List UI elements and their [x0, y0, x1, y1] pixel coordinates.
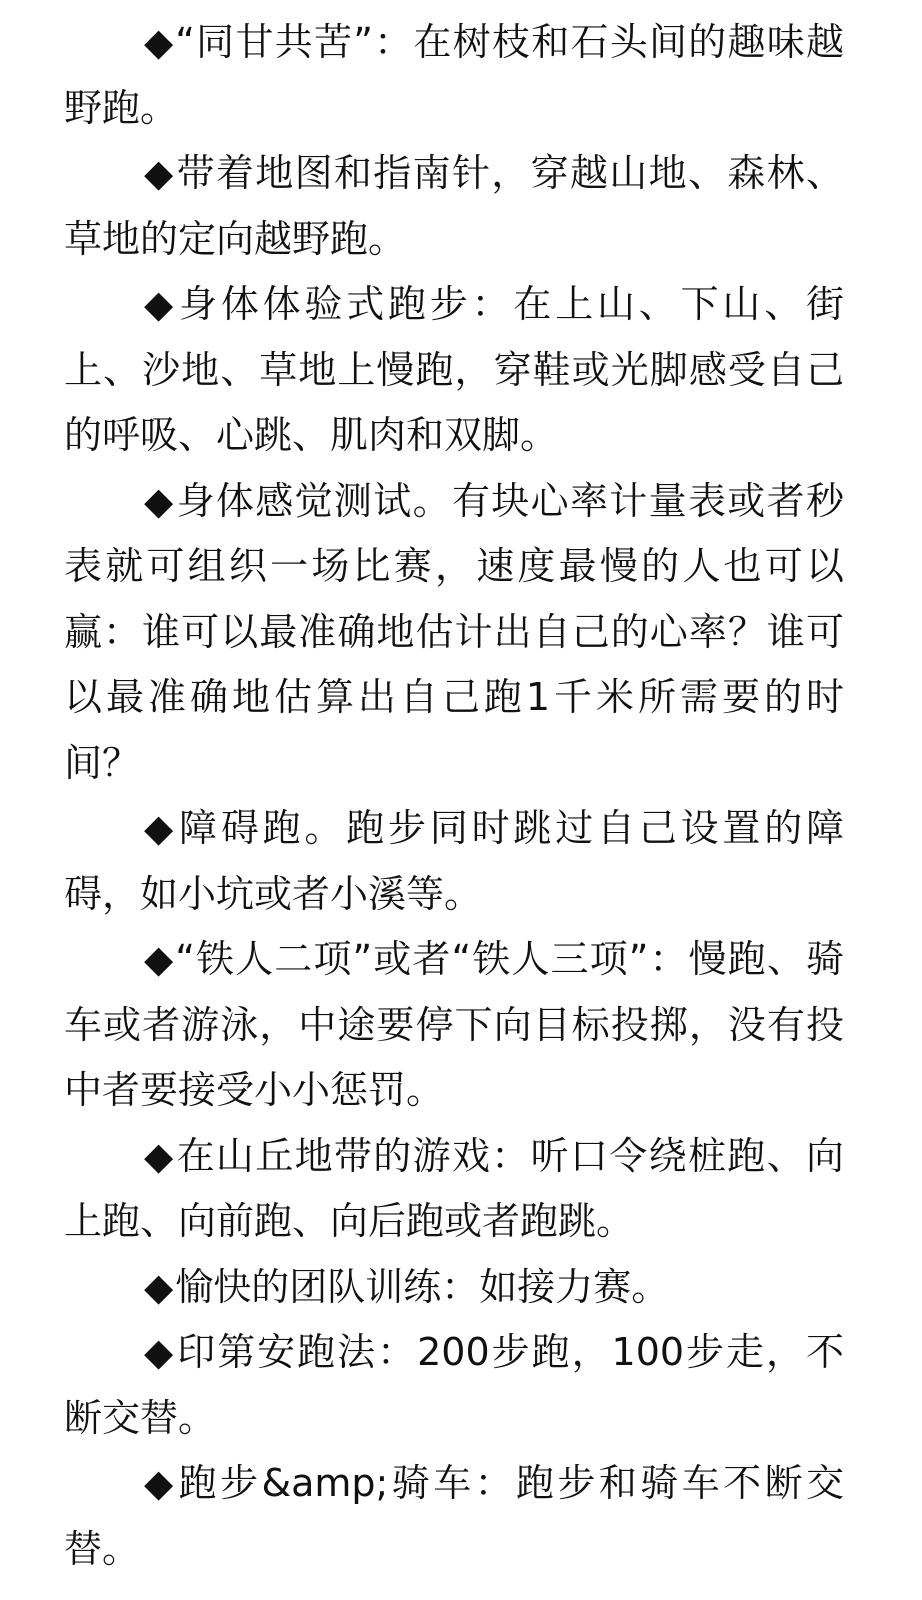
diamond-bullet-icon: ◆ [144, 282, 174, 326]
paragraph-text: 跑步&amp;骑车：跑步和骑车不断交替。 [64, 1461, 844, 1571]
paragraph-9 [64, 1320, 844, 1451]
diamond-bullet-icon: ◆ [144, 806, 174, 850]
paragraph-text: “同甘共苦”：在树枝和石头间的趣味越野跑。 [64, 20, 844, 130]
paragraph-7 [64, 1124, 844, 1255]
paragraph-4 [64, 469, 844, 797]
diamond-bullet-icon: ◆ [144, 20, 174, 64]
paragraph-text: 身体体验式跑步：在上山、下山、街上、沙地、草地上慢跑，穿鞋或光脚感受自己的呼吸、心跳、肌肉和双脚。 [64, 282, 844, 457]
diamond-bullet-icon: ◆ [144, 1461, 174, 1505]
paragraph-text: 在山丘地带的游戏：听口令绕桩跑、向上跑、向前跑、向后跑或者跑跳。 [64, 1133, 844, 1243]
paragraph-text: “铁人二项”或者“铁人三项”：慢跑、骑车或者游泳，中途要停下向目标投掷，没有投中者要接受小小惩罚。 [64, 937, 844, 1112]
paragraph-8 [64, 1255, 844, 1321]
document-body [64, 10, 844, 1582]
paragraph-text: 愉快的团队训练：如接力赛。 [175, 1264, 670, 1309]
paragraph-text: 印第安跑法：200步跑，100步走，不断交替。 [64, 1330, 844, 1440]
paragraph-text: 带着地图和指南针，穿越山地、森林、草地的定向越野跑。 [64, 151, 844, 261]
paragraph-text: 身体感觉测试。有块心率计量表或者秒表就可组织一场比赛，速度最慢的人也可以赢：谁可以最准确地估计出自己的心率？谁可以最准确地估算出自己跑1千米所需要的时间？ [64, 478, 844, 785]
paragraph-2 [64, 141, 844, 272]
paragraph-3 [64, 272, 844, 469]
diamond-bullet-icon: ◆ [144, 1133, 174, 1178]
paragraph-text: 障碍跑。跑步同时跳过自己设置的障碍，如小坑或者小溪等。 [64, 806, 844, 916]
diamond-bullet-icon: ◆ [144, 1264, 174, 1309]
diamond-bullet-icon: ◆ [144, 478, 174, 523]
paragraph-1 [64, 10, 844, 141]
diamond-bullet-icon: ◆ [144, 1330, 174, 1374]
diamond-bullet-icon: ◆ [144, 937, 174, 981]
paragraph-5 [64, 796, 844, 927]
paragraph-6 [64, 927, 844, 1124]
paragraph-10 [64, 1451, 844, 1582]
diamond-bullet-icon: ◆ [144, 151, 174, 195]
